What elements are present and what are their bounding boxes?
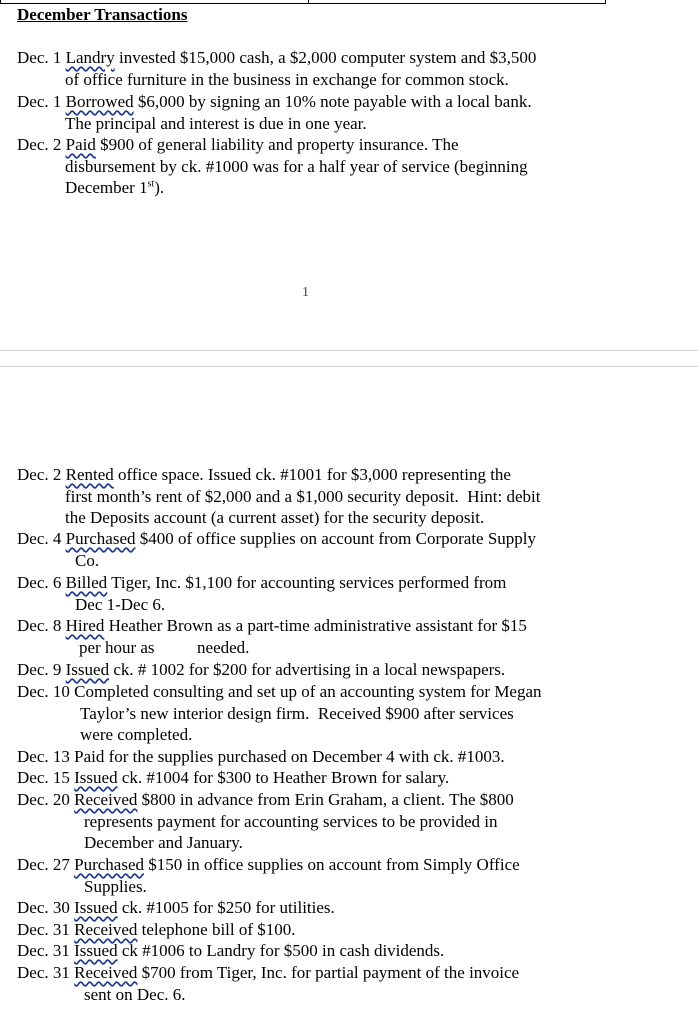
entry-text: invested $15,000 cash, a $2,000 computer system and $3,500 [118,48,537,67]
entry-text: Heather Brown as a part-time administrative assistant for $15 [108,616,527,635]
entry-text: The principal and interest is due in one year. [65,113,367,133]
entry-text: Taylor’s new interior design firm. Received $900 after services [80,703,514,723]
entry-text: per hour as needed. [79,637,250,657]
transaction-entry [17,134,607,199]
entry-verb: Rented [65,465,114,484]
entry-verb: Received [74,963,138,982]
entry-text: Tiger, Inc. $1,100 for accounting services performed from [111,573,507,592]
entry-date: Dec. 10 [17,682,70,701]
entry-date: Dec. 1 [17,48,62,67]
entry-date: Dec. 1 [17,92,62,111]
entry-text: $700 from Tiger, Inc. for partial payment of the invoice [141,963,520,982]
entry-date: Dec. 27 [17,855,70,874]
entry-verb: Purchased [74,855,144,874]
entry-text: represents payment for accounting services to be provided in [84,811,498,831]
transaction-entry [17,659,607,681]
entry-date: Dec. 4 [17,529,62,548]
entry-text: the Deposits account (a current asset) for the security deposit. [65,508,485,528]
entry-text: Completed consulting and set up of an accounting system for Megan [74,682,542,701]
entry-text: $900 of general liability and property insurance. The [100,135,459,154]
transaction-entry [17,615,607,658]
entry-text: ). [154,178,165,198]
entry-text: ck. # 1002 for $200 for advertising in a local newspapers. [113,660,506,679]
transaction-entry [17,919,607,941]
transaction-entry [17,767,607,789]
transaction-entry [17,91,607,134]
transaction-entry [17,962,607,1005]
entry-text: December and January. [84,833,243,853]
page-break [0,350,698,367]
entry-date: Dec. 2 [17,465,62,484]
entry-text: ck. #1005 for $250 for utilities. [121,898,335,917]
entry-verb: Received [74,790,138,809]
entry-verb: Received [74,920,138,939]
entry-date: Dec. 2 [17,135,62,154]
entry-text: disbursement by ck. #1000 was for a half year of service (beginning [65,156,528,176]
entry-date: Dec. 13 [17,747,70,766]
transaction-entry [17,681,607,746]
entry-text: of office furniture in the business in exchange for common stock. [65,69,509,89]
entry-date: Dec. 15 [17,768,70,787]
page-number: 1 [302,285,309,300]
entry-verb: Borrowed [65,92,134,111]
transaction-entry [17,47,607,90]
entry-text: December 1 [65,178,148,198]
entry-text: telephone bill of $100. [141,920,296,939]
page-heading: December Transactions [17,5,188,24]
table-border-top [0,0,606,4]
document-page-2 [0,367,698,1024]
entry-date: Dec. 30 [17,898,70,917]
transaction-entry [17,464,607,529]
entry-text: $6,000 by signing an 10% note payable with a local bank. [137,92,532,111]
entry-text: $800 in advance from Erin Graham, a client. The $800 [141,790,514,809]
entry-text: ck. #1004 for $300 to Heather Brown for salary. [121,768,450,787]
entry-date: Dec. 31 [17,941,70,960]
entry-verb: Billed [65,573,108,592]
entry-text: $400 of office supplies on account from Corporate Supply [139,529,537,548]
transaction-entry [17,572,607,615]
entry-verb: Paid [65,135,96,154]
entry-text: ck #1006 to Landry for $500 in cash dividends. [121,941,445,960]
entry-date: Dec. 20 [17,790,70,809]
entry-verb: Hired [65,616,105,635]
entry-date: Dec. 6 [17,573,62,592]
entry-text: first month’s rent of $2,000 and a $1,000 security deposit. Hint: debit [65,486,541,506]
entry-text: office space. Issued ck. #1001 for $3,000 representing the [118,465,511,484]
entry-text: Supplies. [84,876,147,896]
entry-date: Dec. 31 [17,963,70,982]
document-page-1 [0,0,698,350]
entry-verb: Issued [65,660,110,679]
entry-date: Dec. 9 [17,660,62,679]
transaction-entry [17,789,607,854]
entry-verb: Issued [74,941,118,960]
transaction-entry [17,940,607,962]
entry-date: Dec. 8 [17,616,62,635]
entry-date: Dec. 31 [17,920,70,939]
superscript: st [147,178,155,190]
entry-verb: Issued [74,898,118,917]
entry-text: sent on Dec. 6. [84,984,186,1004]
entry-verb: Landry [65,48,115,67]
entry-text: Co. [75,550,100,570]
entry-text: were completed. [80,725,193,745]
entry-verb: Issued [74,768,118,787]
transaction-entry [17,854,607,897]
entry-text: $150 in office supplies on account from Simply Office [148,855,520,874]
entry-text: Dec 1-Dec 6. [75,594,166,614]
transaction-entry [17,528,607,571]
entry-verb: Purchased [65,529,136,548]
transaction-entry [17,897,607,919]
transaction-entry [17,746,607,768]
entry-text: Paid for the supplies purchased on December 4 with ck. #1003. [74,747,505,766]
